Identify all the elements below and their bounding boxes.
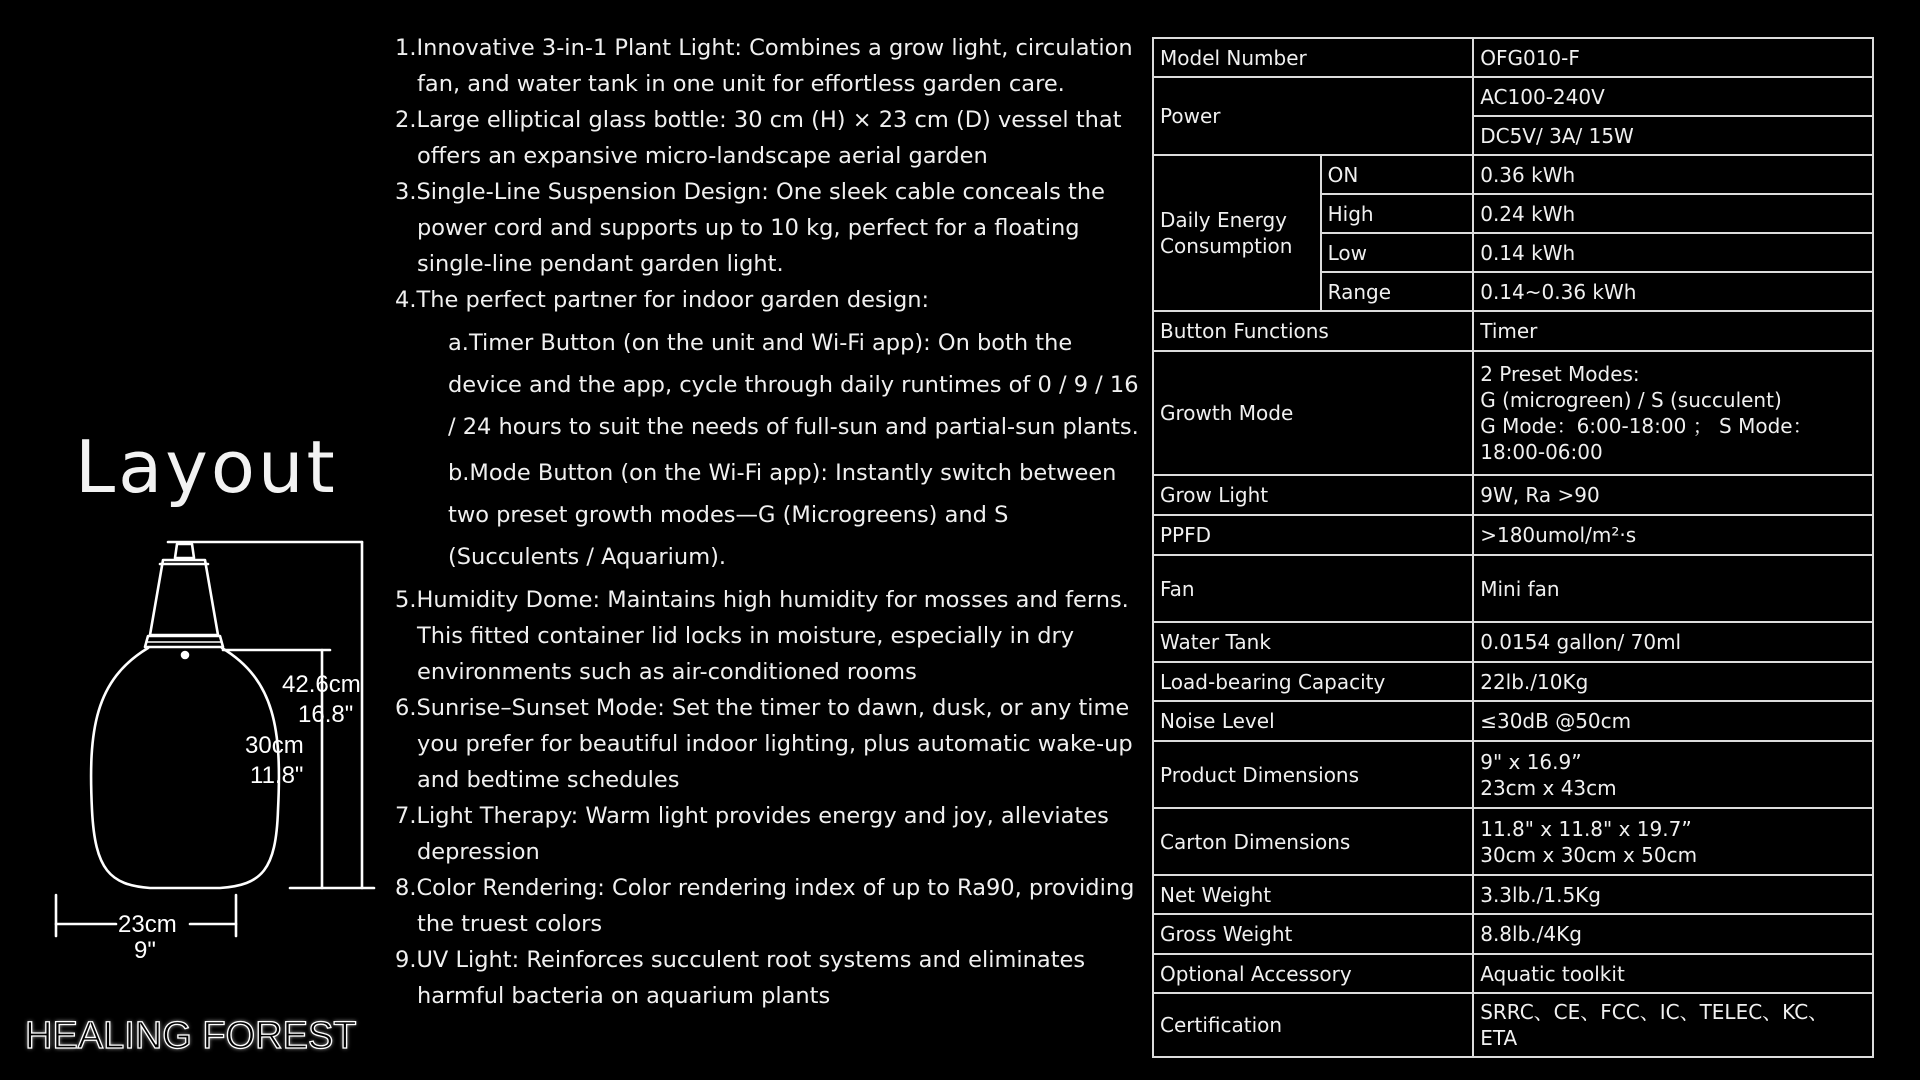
spec-row-water-tank [1153, 622, 1873, 662]
spec-label: PPFD [1153, 515, 1473, 555]
spec-row-optional-accessory [1153, 954, 1873, 993]
feature-list [395, 30, 1140, 1014]
subfeature-item: b.Mode Button (on the Wi-Fi app): Instantly switch between two preset growth modes—G (Microgreens) and S (Succulents / Aquarium). [448, 460, 1117, 570]
spec-row-button-functions [1153, 311, 1873, 351]
spec-label: Button Functions [1153, 311, 1473, 351]
spec-label: Grow Light [1153, 475, 1473, 515]
spec-value: >180umol/m²·s [1473, 515, 1873, 555]
feature-item: 6.Sunrise–Sunset Mode: Set the timer to dawn, dusk, or any time you prefer for beautiful indoor lighting, plus automatic wake-up and bedtime schedules [395, 695, 1133, 793]
width-cm-label: 23cm [118, 911, 177, 938]
feature-item: 5.Humidity Dome: Maintains high humidity for mosses and ferns. This fitted container lid locks in moisture, especially in dry environments such as air-conditioned rooms [395, 587, 1129, 685]
spec-row-certification [1153, 993, 1873, 1057]
spec-sublabel: Low [1321, 233, 1474, 272]
spec-sublabel: Range [1321, 272, 1474, 311]
spec-value: 8.8lb./4Kg [1473, 914, 1873, 954]
spec-label: Water Tank [1153, 622, 1473, 662]
spec-label: Carton Dimensions [1153, 808, 1473, 875]
total-height-in-label: 16.8" [298, 701, 354, 728]
spec-value: AC100-240V [1473, 77, 1873, 116]
spec-value: 3.3lb./1.5Kg [1473, 875, 1873, 914]
spec-row-gross-weight [1153, 914, 1873, 954]
spec-row-growth-mode [1153, 351, 1873, 475]
spec-value: OFG010-F [1473, 38, 1873, 77]
spec-value: 9W, Ra >90 [1473, 475, 1873, 515]
spec-value: 9" x 16.9” 23cm x 43cm [1473, 741, 1873, 808]
hanger-cap [175, 544, 194, 558]
spec-value: ≤30dB @50cm [1473, 701, 1873, 741]
feature-item: 7.Light Therapy: Warm light provides energy and joy, alleviates depression [395, 803, 1109, 865]
feature-item: 3.Single-Line Suspension Design: One sleek cable conceals the power cord and supports up to 10 kg, perfect for a floating single-line pendant garden light. [395, 179, 1105, 277]
spec-label: Certification [1153, 993, 1473, 1057]
spec-value: 0.14~0.36 kWh [1473, 272, 1873, 311]
spec-row-model-number [1153, 38, 1873, 77]
feature-item: 9.UV Light: Reinforces succulent root systems and eliminates harmful bacteria on aquarium plants [395, 947, 1086, 1009]
spec-label: Growth Mode [1153, 351, 1473, 475]
bottle-height-in-label: 11.8" [250, 762, 304, 789]
spec-label: Fan [1153, 555, 1473, 622]
feature-item: 4.The perfect partner for indoor garden design: [395, 287, 930, 313]
spec-label: Daily Energy Consumption [1153, 155, 1321, 311]
spec-label: Load-bearing Capacity [1153, 662, 1473, 701]
spec-value: SRRC、CE、FCC、IC、TELEC、KC、 ETA [1473, 993, 1873, 1057]
spec-row-fan [1153, 555, 1873, 622]
subfeature-item: a.Timer Button (on the unit and Wi-Fi app): On both the device and the app, cycle through daily runtimes of 0 / 9 / 16 / 24 hours to suit the needs of full-sun and partial-sun plants. [448, 330, 1139, 440]
spec-value: 2 Preset Modes: G (microgreen) / S (succulent) G Mode：6:00-18:00 ； S Mode： 18:00-06:00 [1473, 351, 1873, 475]
spec-label: Product Dimensions [1153, 741, 1473, 808]
spec-row-carton-dimensions [1153, 808, 1873, 875]
spec-value: 0.36 kWh [1473, 155, 1873, 194]
spec-label: Power [1153, 77, 1473, 155]
layout-title: Layout [75, 425, 338, 509]
spec-row-energy-on [1153, 155, 1873, 194]
spec-row-grow-light [1153, 475, 1873, 515]
feature-item: 2.Large elliptical glass bottle: 30 cm (H) × 23 cm (D) vessel that offers an expansive micro-landscape aerial garden [395, 107, 1122, 169]
feature-item: 8.Color Rendering: Color rendering index of up to Ra90, providing the truest colors [395, 875, 1135, 937]
spec-row-net-weight [1153, 875, 1873, 914]
spec-label: Noise Level [1153, 701, 1473, 741]
spec-label: Gross Weight [1153, 914, 1473, 954]
spec-row-power [1153, 77, 1873, 116]
spec-value: DC5V/ 3A/ 15W [1473, 116, 1873, 155]
bottle-neck [150, 560, 218, 635]
spec-value: 0.24 kWh [1473, 194, 1873, 233]
bottle-height-cm-label: 30cm [245, 732, 304, 759]
spec-value: Timer [1473, 311, 1873, 351]
feature-item: 1.Innovative 3-in-1 Plant Light: Combines a grow light, circulation fan, and water tank in one unit for effortless garden care. [395, 35, 1133, 97]
spec-label: Optional Accessory [1153, 954, 1473, 993]
spec-value: Aquatic toolkit [1473, 954, 1873, 993]
spec-sublabel: ON [1321, 155, 1474, 194]
spec-table [1152, 37, 1874, 1058]
spec-value: 11.8" x 11.8" x 19.7” 30cm x 30cm x 50cm [1473, 808, 1873, 875]
spec-row-noise [1153, 701, 1873, 741]
spec-row-load-bearing [1153, 662, 1873, 701]
spec-value: 22lb./10Kg [1473, 662, 1873, 701]
spec-value: 0.14 kWh [1473, 233, 1873, 272]
width-in-label: 9" [134, 937, 156, 960]
spec-sublabel: High [1321, 194, 1474, 233]
brand-logo-text: HEALING FOREST [25, 1015, 357, 1057]
total-height-cm-label: 42.6cm [282, 671, 361, 698]
spec-label: Model Number [1153, 38, 1473, 77]
spec-value: Mini fan [1473, 555, 1873, 622]
spec-row-ppfd [1153, 515, 1873, 555]
product-dimension-diagram [40, 540, 380, 960]
spec-label: Net Weight [1153, 875, 1473, 914]
spec-row-product-dimensions [1153, 741, 1873, 808]
spec-value: 0.0154 gallon/ 70ml [1473, 622, 1873, 662]
